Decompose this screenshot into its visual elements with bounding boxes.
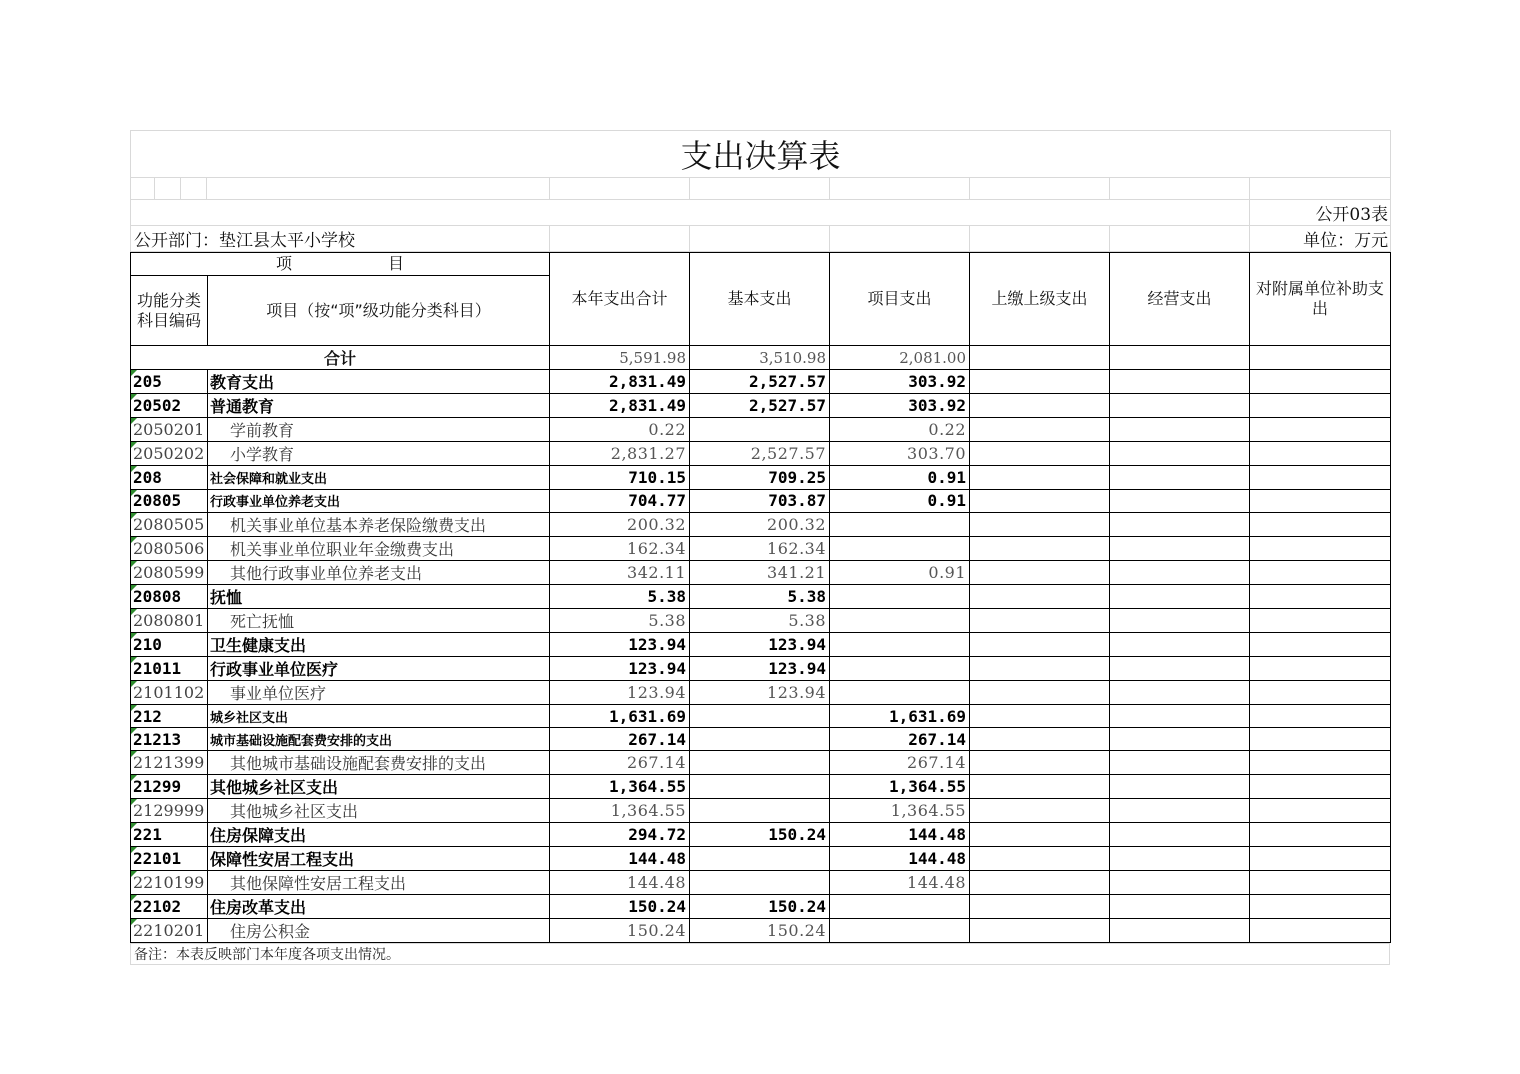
total-amount-cell: 5.38 [550,608,690,632]
upper-amount-cell [970,442,1110,466]
table-row [131,895,1391,919]
basic-amount-cell: 709.25 [690,466,830,489]
code-column-header: 功能分类科目编码 [131,276,208,346]
total-amount-cell: 2,831.27 [550,442,690,466]
total-amount-cell: 267.14 [550,728,690,751]
total-amount-cell: 123.94 [550,656,690,680]
function-code-cell: 205 [131,370,208,394]
project-amount-cell [830,512,970,536]
project-amount-cell: 0.91 [830,466,970,489]
basic-amount-cell: 200.32 [690,512,830,536]
function-code-cell: 221 [131,823,208,847]
total-amount-cell: 5.38 [550,584,690,608]
table-row [131,394,1391,418]
project-amount-cell: 1,364.55 [830,799,970,823]
item-name-cell: 其他城乡社区支出 [208,799,550,823]
business-amount-cell [1110,751,1250,775]
basic-amount-cell [690,799,830,823]
upper-amount-cell [970,512,1110,536]
table-row [131,728,1391,751]
upper-amount-cell [970,632,1110,656]
upper-column-header: 上缴上级支出 [970,253,1110,346]
total-amount-cell: 150.24 [550,895,690,919]
upper-amount-cell [970,895,1110,919]
item-group-header: 项 目 [131,253,550,276]
business-amount-cell [1110,560,1250,584]
project-amount-cell [830,632,970,656]
table-row [131,489,1391,512]
item-name-cell: 小学教育 [208,442,550,466]
business-amount-cell [1110,394,1250,418]
table-row [131,799,1391,823]
item-name-cell: 学前教育 [208,418,550,442]
note-text: 备注：本表反映部门本年度各项支出情况。 [131,944,1390,965]
business-amount-cell [1110,704,1250,727]
item-name-cell: 社会保障和就业支出 [208,466,550,489]
upper-amount-cell [970,799,1110,823]
table-row [131,560,1391,584]
basic-amount-cell: 2,527.57 [690,394,830,418]
item-name-cell: 其他城乡社区支出 [208,775,550,799]
table-row [131,370,1391,394]
total-amount-cell: 2,831.49 [550,370,690,394]
business-amount-cell [1110,512,1250,536]
total-amount-cell: 123.94 [550,632,690,656]
upper-amount-cell [970,466,1110,489]
project-amount-cell [830,584,970,608]
function-code-cell: 2101102 [131,680,208,704]
table-row [131,656,1391,680]
note-table [130,943,1390,965]
total-amount-cell: 144.48 [550,871,690,895]
business-amount-cell [1110,680,1250,704]
upper-amount-cell [970,871,1110,895]
table-row [131,466,1391,489]
item-name-cell: 抚恤 [208,584,550,608]
project-amount-cell: 267.14 [830,728,970,751]
table-row [131,632,1391,656]
basic-amount-cell: 2,527.57 [690,442,830,466]
business-amount-cell [1110,656,1250,680]
total-amount-cell: 294.72 [550,823,690,847]
subsidy-amount-cell [1250,466,1391,489]
item-name-cell: 住房保障支出 [208,823,550,847]
table-row [131,847,1391,871]
business-amount-cell [1110,728,1250,751]
project-amount-cell: 1,364.55 [830,775,970,799]
basic-amount-cell [690,871,830,895]
basic-amount-cell [690,847,830,871]
subsidy-amount-cell [1250,847,1391,871]
subsidy-column-header: 对附属单位补助支出 [1250,253,1391,346]
table-row [131,608,1391,632]
project-amount-cell: 144.48 [830,871,970,895]
function-code-cell: 210 [131,632,208,656]
sheet-header-table [130,130,1391,252]
business-column-header: 经营支出 [1110,253,1250,346]
table-row [131,751,1391,775]
item-name-cell: 城市基础设施配套费安排的支出 [208,728,550,751]
project-amount-cell: 1,631.69 [830,704,970,727]
function-code-cell: 2050201 [131,418,208,442]
total-row [131,346,1391,370]
total-amount-cell: 0.22 [550,418,690,442]
subsidy-amount-cell [1250,704,1391,727]
subsidy-amount-cell [1250,560,1391,584]
subsidy-amount-cell [1250,751,1391,775]
total-amount-cell: 267.14 [550,751,690,775]
subsidy-amount-cell [1250,775,1391,799]
business-amount-cell [1110,775,1250,799]
business-amount-cell [1110,823,1250,847]
basic-amount-cell: 123.94 [690,632,830,656]
function-code-cell: 2080801 [131,608,208,632]
upper-amount-cell [970,704,1110,727]
project-amount-cell [830,656,970,680]
total-amount-cell: 1,364.55 [550,799,690,823]
upper-amount-cell [970,823,1110,847]
subsidy-amount-cell [1250,680,1391,704]
upper-amount-cell [970,418,1110,442]
project-amount-cell: 303.92 [830,394,970,418]
project-amount-cell [830,680,970,704]
project-amount-cell [830,895,970,919]
basic-amount-cell: 5.38 [690,608,830,632]
total-amount-cell: 1,631.69 [550,704,690,727]
business-amount-cell [1110,847,1250,871]
table-row [131,871,1391,895]
subsidy-amount-cell [1250,512,1391,536]
basic-amount-cell [690,751,830,775]
subsidy-amount-cell [1250,584,1391,608]
total-project: 2,081.00 [830,346,970,370]
table-row [131,584,1391,608]
project-amount-cell: 303.70 [830,442,970,466]
item-name-cell: 普通教育 [208,394,550,418]
upper-amount-cell [970,560,1110,584]
function-code-cell: 2210199 [131,871,208,895]
expenditure-table [130,252,1391,943]
subsidy-amount-cell [1250,799,1391,823]
basic-amount-cell: 123.94 [690,656,830,680]
total-label: 合计 [131,346,550,370]
business-amount-cell [1110,608,1250,632]
basic-amount-cell: 150.24 [690,919,830,943]
item-name-cell: 卫生健康支出 [208,632,550,656]
upper-amount-cell [970,489,1110,512]
project-amount-cell [830,536,970,560]
function-code-cell: 2080599 [131,560,208,584]
business-amount-cell [1110,632,1250,656]
subsidy-amount-cell [1250,418,1391,442]
basic-column-header: 基本支出 [690,253,830,346]
business-amount-cell [1110,799,1250,823]
project-amount-cell: 144.48 [830,847,970,871]
name-column-header: 项目（按“项”级功能分类科目） [208,276,550,346]
basic-amount-cell: 703.87 [690,489,830,512]
upper-amount-cell [970,680,1110,704]
business-amount-cell [1110,489,1250,512]
item-name-cell: 教育支出 [208,370,550,394]
table-row [131,512,1391,536]
item-name-cell: 机关事业单位基本养老保险缴费支出 [208,512,550,536]
subsidy-amount-cell [1250,656,1391,680]
table-body [131,370,1391,943]
total-amount-cell: 150.24 [550,919,690,943]
item-name-cell: 事业单位医疗 [208,680,550,704]
project-amount-cell: 0.22 [830,418,970,442]
upper-amount-cell [970,847,1110,871]
function-code-cell: 208 [131,466,208,489]
function-code-cell: 22102 [131,895,208,919]
function-code-cell: 2129999 [131,799,208,823]
subsidy-amount-cell [1250,632,1391,656]
total-amount-cell: 1,364.55 [550,775,690,799]
subsidy-amount-cell [1250,823,1391,847]
upper-amount-cell [970,775,1110,799]
business-amount-cell [1110,584,1250,608]
item-name-cell: 其他行政事业单位养老支出 [208,560,550,584]
business-amount-cell [1110,466,1250,489]
function-code-cell: 212 [131,704,208,727]
table-row [131,418,1391,442]
basic-amount-cell [690,775,830,799]
total-basic: 3,510.98 [690,346,830,370]
basic-amount-cell [690,704,830,727]
total-amount-cell: 162.34 [550,536,690,560]
item-name-cell: 行政事业单位医疗 [208,656,550,680]
total-column-header: 本年支出合计 [550,253,690,346]
function-code-cell: 20805 [131,489,208,512]
basic-amount-cell: 123.94 [690,680,830,704]
function-code-cell: 21213 [131,728,208,751]
function-code-cell: 20808 [131,584,208,608]
basic-amount-cell [690,418,830,442]
function-code-cell: 2210201 [131,919,208,943]
form-number: 公开03表 [1250,200,1391,226]
item-name-cell: 住房改革支出 [208,895,550,919]
upper-amount-cell [970,656,1110,680]
upper-amount-cell [970,394,1110,418]
item-name-cell: 死亡抚恤 [208,608,550,632]
business-amount-cell [1110,442,1250,466]
item-name-cell: 机关事业单位职业年金缴费支出 [208,536,550,560]
total-amount-cell: 200.32 [550,512,690,536]
subsidy-amount-cell [1250,442,1391,466]
function-code-cell: 2080506 [131,536,208,560]
project-amount-cell: 0.91 [830,560,970,584]
table-row [131,680,1391,704]
total-amount-cell: 342.11 [550,560,690,584]
function-code-cell: 2050202 [131,442,208,466]
function-code-cell: 21011 [131,656,208,680]
project-column-header: 项目支出 [830,253,970,346]
department-label: 公开部门：垫江县太平小学校 [131,226,550,252]
basic-amount-cell: 2,527.57 [690,370,830,394]
function-code-cell: 20502 [131,394,208,418]
project-amount-cell: 144.48 [830,823,970,847]
table-row [131,536,1391,560]
business-amount-cell [1110,919,1250,943]
project-amount-cell [830,608,970,632]
total-amount: 5,591.98 [550,346,690,370]
project-amount-cell: 0.91 [830,489,970,512]
basic-amount-cell: 150.24 [690,823,830,847]
basic-amount-cell [690,728,830,751]
upper-amount-cell [970,751,1110,775]
business-amount-cell [1110,871,1250,895]
table-row [131,919,1391,943]
item-name-cell: 其他保障性安居工程支出 [208,871,550,895]
basic-amount-cell: 162.34 [690,536,830,560]
business-amount-cell [1110,536,1250,560]
upper-amount-cell [970,536,1110,560]
item-name-cell: 行政事业单位养老支出 [208,489,550,512]
basic-amount-cell: 341.21 [690,560,830,584]
function-code-cell: 22101 [131,847,208,871]
upper-amount-cell [970,728,1110,751]
item-name-cell: 城乡社区支出 [208,704,550,727]
project-amount-cell: 267.14 [830,751,970,775]
basic-amount-cell: 5.38 [690,584,830,608]
function-code-cell: 2080505 [131,512,208,536]
table-row [131,823,1391,847]
total-amount-cell: 123.94 [550,680,690,704]
function-code-cell: 21299 [131,775,208,799]
total-amount-cell: 144.48 [550,847,690,871]
total-amount-cell: 704.77 [550,489,690,512]
subsidy-amount-cell [1250,536,1391,560]
item-name-cell: 其他城市基础设施配套费安排的支出 [208,751,550,775]
subsidy-amount-cell [1250,608,1391,632]
unit-label: 单位：万元 [1250,226,1391,252]
business-amount-cell [1110,895,1250,919]
item-name-cell: 住房公积金 [208,919,550,943]
subsidy-amount-cell [1250,728,1391,751]
expenditure-sheet [130,130,1390,965]
upper-amount-cell [970,608,1110,632]
subsidy-amount-cell [1250,370,1391,394]
project-amount-cell: 303.92 [830,370,970,394]
item-name-cell: 保障性安居工程支出 [208,847,550,871]
basic-amount-cell: 150.24 [690,895,830,919]
upper-amount-cell [970,919,1110,943]
table-row [131,775,1391,799]
subsidy-amount-cell [1250,871,1391,895]
subsidy-amount-cell [1250,919,1391,943]
function-code-cell: 2121399 [131,751,208,775]
subsidy-amount-cell [1250,489,1391,512]
subsidy-amount-cell [1250,895,1391,919]
business-amount-cell [1110,370,1250,394]
upper-amount-cell [970,370,1110,394]
page-title: 支出决算表 [131,131,1391,178]
business-amount-cell [1110,418,1250,442]
total-amount-cell: 2,831.49 [550,394,690,418]
total-amount-cell: 710.15 [550,466,690,489]
project-amount-cell [830,919,970,943]
subsidy-amount-cell [1250,394,1391,418]
upper-amount-cell [970,584,1110,608]
table-row [131,704,1391,727]
table-row [131,442,1391,466]
